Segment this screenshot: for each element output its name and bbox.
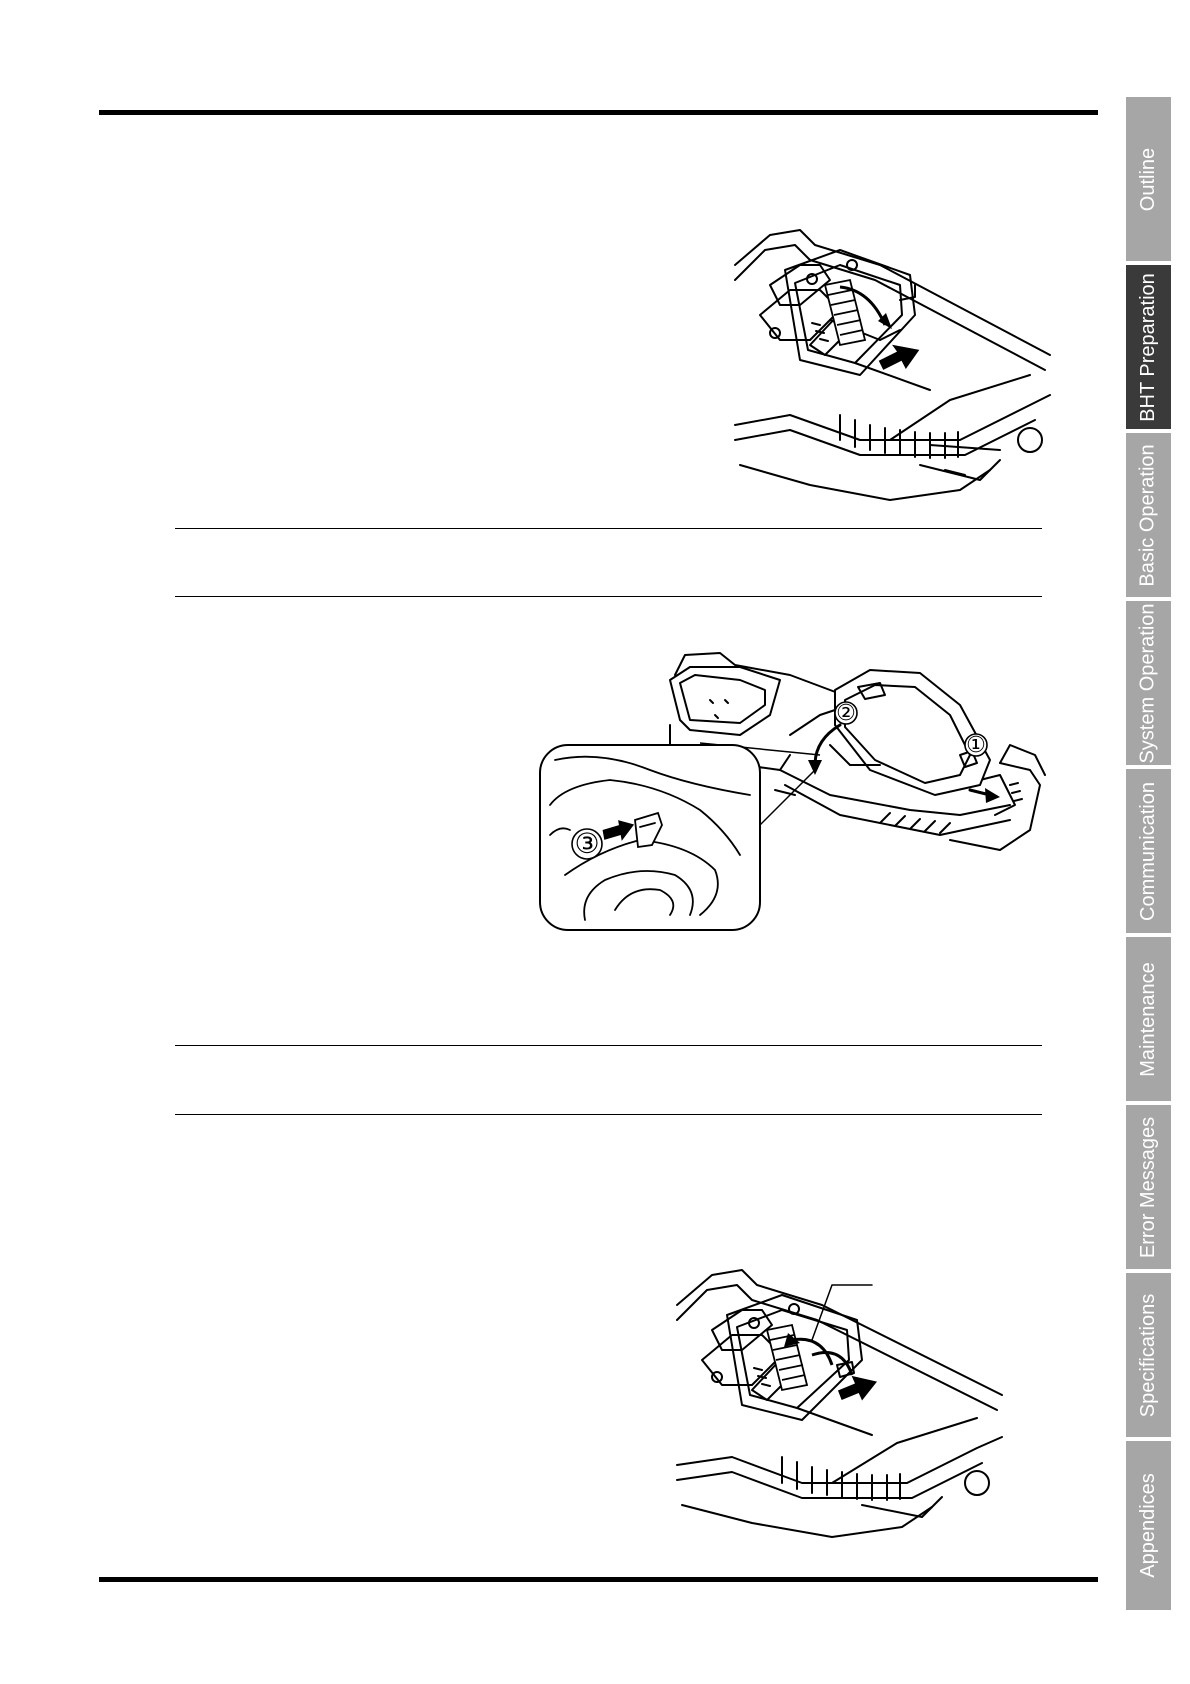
section-divider — [175, 528, 1042, 529]
tab-label: Outline — [1137, 147, 1159, 211]
step-1-label: ① — [966, 733, 986, 758]
section-divider — [175, 596, 1042, 597]
tab-label: BHT Preparation — [1137, 272, 1159, 422]
section-divider — [175, 1045, 1042, 1046]
tab-label: Basic Operation — [1137, 443, 1160, 587]
chapter-tabs — [1126, 97, 1171, 1610]
tab-label: Appendices — [1137, 1473, 1159, 1578]
tab-label: Maintenance — [1137, 961, 1159, 1077]
section-divider — [175, 1114, 1042, 1115]
sd-card-remove-figure — [672, 1265, 1002, 1545]
tab-outline[interactable] — [1126, 97, 1171, 261]
tab-label: Specifications — [1137, 1293, 1159, 1417]
step-2-label: ② — [836, 701, 856, 726]
tab-communication[interactable] — [1126, 769, 1171, 933]
footer-rule — [99, 1577, 1098, 1582]
tab-bht-preparation[interactable] — [1126, 265, 1171, 429]
tab-system-operation[interactable] — [1126, 601, 1171, 765]
tab-appendices[interactable] — [1126, 1441, 1171, 1610]
tab-specifications[interactable] — [1126, 1273, 1171, 1437]
step-3-label: ③ — [574, 827, 600, 860]
battery-install-figure — [540, 645, 1060, 935]
tab-label: Communication — [1137, 781, 1160, 921]
tab-label: Error Messages — [1137, 1116, 1159, 1258]
tab-error-messages[interactable] — [1126, 1105, 1171, 1269]
tab-maintenance[interactable] — [1126, 937, 1171, 1101]
header-rule — [99, 110, 1098, 115]
tab-label: System Operation — [1137, 602, 1160, 764]
tab-basic-operation[interactable] — [1126, 433, 1171, 597]
sd-card-cover-open-figure — [730, 225, 1050, 510]
